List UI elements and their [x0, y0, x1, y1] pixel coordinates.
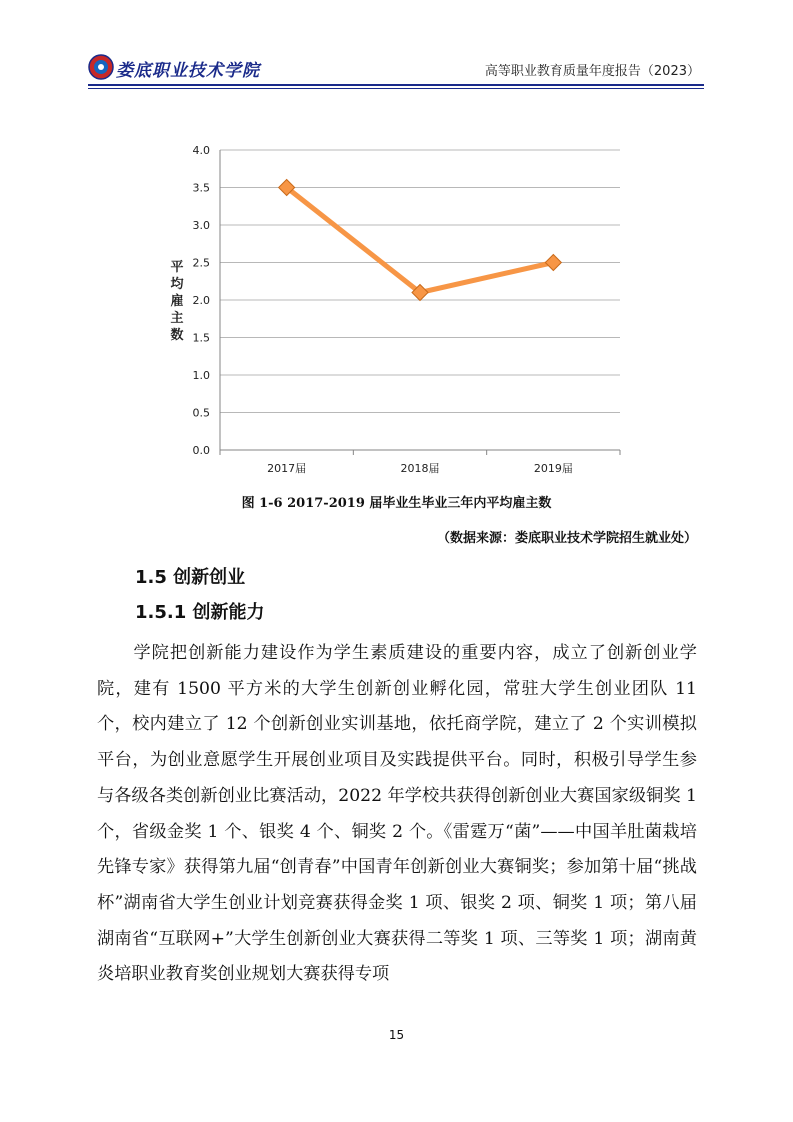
school-name: 娄底职业技术学院: [116, 61, 260, 81]
figure-caption: 图 1-6 2017-2019 届毕业生毕业三年内平均雇主数: [241, 496, 552, 511]
page-number: 15: [388, 1028, 405, 1042]
header-rule: [88, 84, 704, 86]
y-axis-label-char: 均: [170, 277, 184, 292]
section-heading: 1.5 创新创业: [135, 567, 246, 588]
y-tick-label: 2.5: [192, 256, 210, 270]
header-rule-thin: [88, 88, 704, 89]
y-tick-label: 0.0: [192, 444, 210, 457]
y-tick-label: 2.0: [192, 294, 210, 307]
y-tick-label: 1.0: [192, 369, 210, 382]
y-axis-label-char: 主: [170, 311, 184, 326]
y-tick-label: 3.0: [192, 219, 210, 232]
x-tick-label: 2019届: [533, 462, 573, 475]
series-line: [287, 188, 554, 293]
figure-source: （数据来源：娄底职业技术学院招生就业处）: [436, 531, 697, 546]
subsection-heading: 1.5.1 创新能力: [135, 602, 265, 623]
y-axis-label-char: 雇: [170, 294, 184, 309]
page-header: [88, 52, 704, 86]
line-chart: [160, 135, 640, 480]
body-paragraph: [97, 636, 697, 993]
y-tick-label: 3.5: [192, 181, 210, 195]
y-axis-label-char: 数: [170, 328, 184, 343]
paragraph-text: 学院把创新能力建设作为学生素质建设的重要内容，成立了创新创业学院，建有 1500 平方米的大学生创新创业孵化园，常驻大学生创业团队 11 个，校内建立了 12 个创新创业实训基地，依托商学院，建立了 2 个实训模拟平台，为创业意愿学生开展创业项目及实践提供平台。同时，积极引导学生参与各级各类创新创业比赛活动，2022 年学校共获得创新创业大赛国家级铜奖 1 个，省级金奖 1 个、银奖 4 个、铜奖 2 个。《雷霆万“菌”——中国羊肚菌栽培先锋专家》获得第九届“创青春”中国青年创新创业大赛铜奖；参加第十届“挑战杯”湖南省大学生创业计划竞赛获得金奖 1 项、银奖 2 项、铜奖 1 项；第八届湖南省“互联网+”大学生创新创业大赛获得二等奖 1 项、三等奖 1 项；湖南黄炎培职业教育奖创业规划大赛获得专项: [97, 643, 697, 985]
x-tick-label: 2017届: [267, 462, 307, 475]
y-tick-label: 0.5: [192, 406, 210, 420]
data-point: [545, 255, 561, 271]
school-logo-icon: [88, 54, 114, 80]
y-axis-label-char: 平: [170, 260, 184, 275]
y-tick-label: 4.0: [192, 144, 210, 157]
y-tick-label: 1.5: [192, 331, 210, 345]
report-title: 高等职业教育质量年度报告（2023）: [484, 64, 700, 79]
x-tick-label: 2018届: [400, 462, 440, 475]
